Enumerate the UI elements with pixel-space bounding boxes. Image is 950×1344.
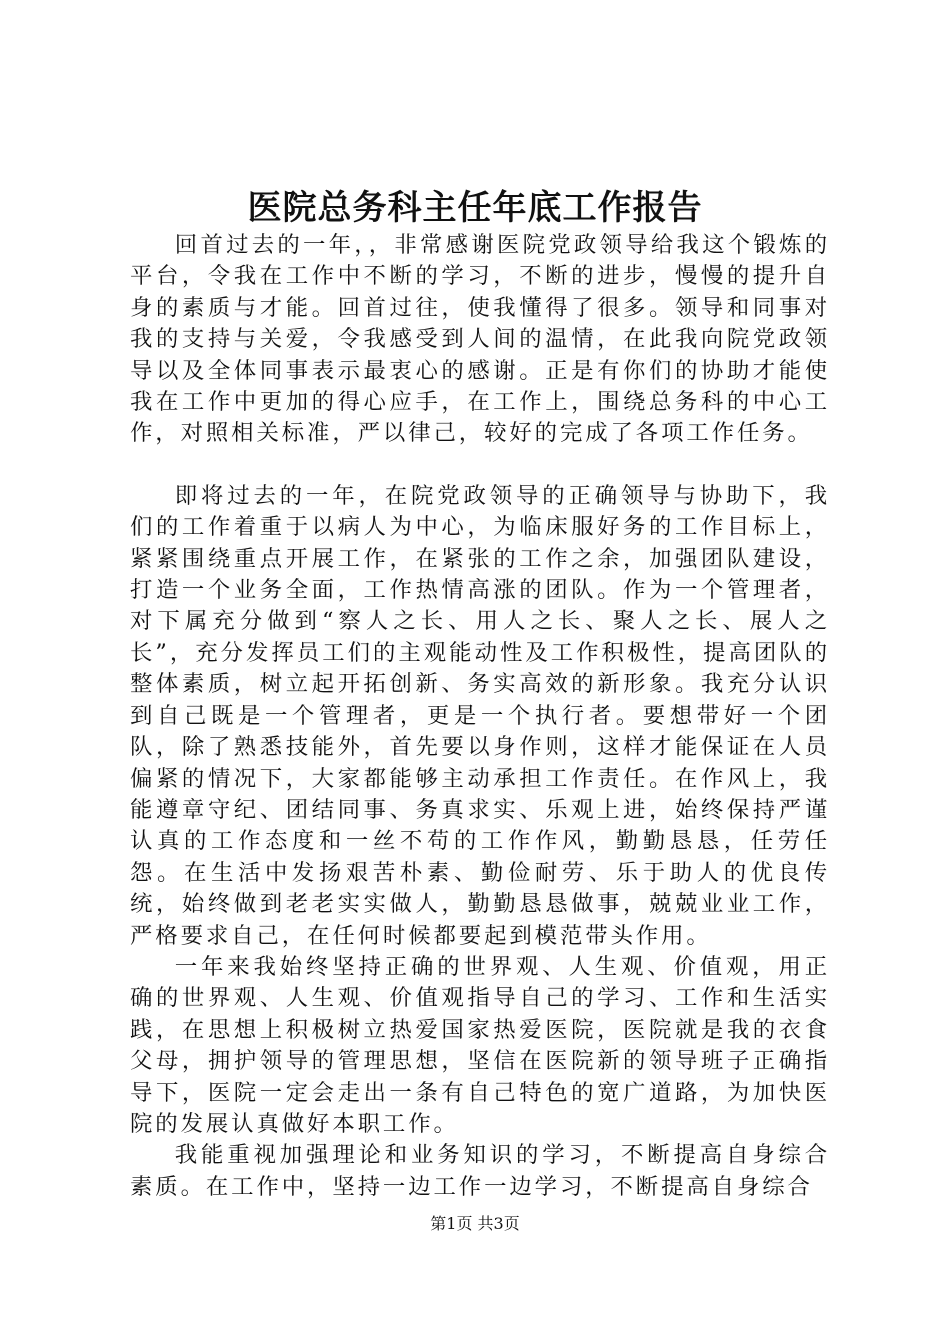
paragraph-spacer xyxy=(130,450,830,481)
page-number-footer: 第1页 共3页 xyxy=(430,1214,520,1233)
document-body xyxy=(130,230,830,1203)
document-title: 医院总务科主任年底工作报告 xyxy=(247,188,703,228)
paragraph-4: 我能重视加强理论和业务知识的学习，不断提高自身综合素质。在工作中，坚持一边工作一边学习，不断提高自身综合 xyxy=(130,1142,830,1200)
paragraph-3: 一年来我始终坚持正确的世界观、人生观、价值观，用正确的世界观、人生观、价值观指导自己的学习、工作和生活实践，在思想上积极树立热爱国家热爱医院，医院就是我的衣食父母，拥护领导的管理思想，坚信在医院新的领导班子正确指导下，医院一定会走出一条有自己特色的宽广道路，为加快医院的发展认真做好本职工作。 xyxy=(130,953,830,1137)
paragraph-1: 回首过去的一年，，非常感谢医院党政领导给我这个锻炼的平台，令我在工作中不断的学习，不断的进步，慢慢的提升自身的素质与才能。回首过往，使我懂得了很多。领导和同事对我的支持与关爱，令我感受到人间的温情，在此我向院党政领导以及全体同事表示最衷心的感谢。正是有你们的协助才能使我在工作中更加的得心应手，在工作上，围绕总务科的中心工作，对照相关标准，严以律己，较好的完成了各项工作任务。 xyxy=(130,232,830,447)
paragraph-2: 即将过去的一年，在院党政领导的正确领导与协助下，我们的工作着重于以病人为中心，为临床服好务的工作目标上，紧紧围绕重点开展工作，在紧张的工作之余，加强团队建设，打造一个业务全面，工作热情高涨的团队。作为一个管理者，对下属充分做到“察人之长、用人之长、聚人之长、展人之长”，充分发挥员工们的主观能动性及工作积极性，提高团队的整体素质，树立起开拓创新、务实高效的新形象。我充分认识到自己既是一个管理者，更是一个执行者。要想带好一个团队，除了熟悉技能外，首先要以身作则，这样才能保证在人员偏紧的情况下，大家都能够主动承担工作责任。在作风上，我能遵章守纪、团结同事、务真求实、乐观上进，始终保持严谨认真的工作态度和一丝不苟的工作作风，勤勤恳恳，任劳任怨。在生活中发扬艰苦朴素、勤俭耐劳、乐于助人的优良传统，始终做到老老实实做人，勤勤恳恳做事，兢兢业业工作，严格要求自己，在任何时候都要起到模范带头作用。 xyxy=(130,482,830,949)
